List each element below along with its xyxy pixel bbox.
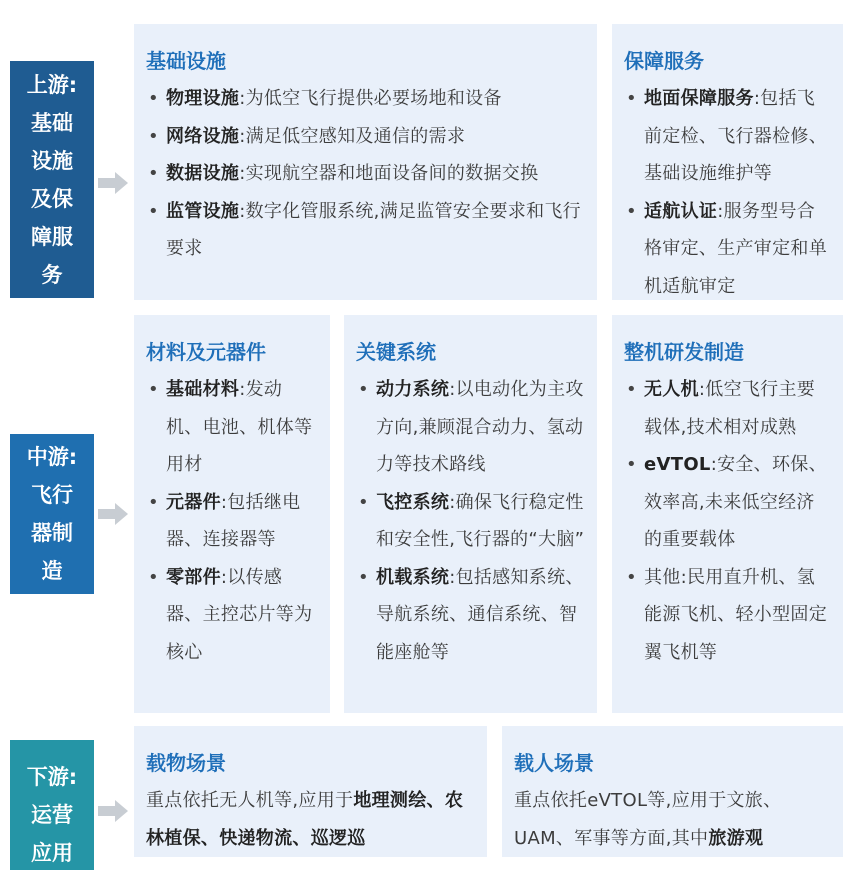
list-item: • 其他:民用直升机、氢能源飞机、轻小型固定翼飞机等	[624, 559, 831, 672]
passenger-title: 载人场景	[514, 751, 594, 775]
key-systems-title: 关键系统	[356, 340, 436, 364]
list-item: • 数据设施:实现航空器和地面设备间的数据交换	[146, 155, 585, 193]
list-item: • 适航认证:服务型号合格审定、生产审定和单机适航审定	[624, 193, 831, 301]
midstream-label: 中游: 飞行 器制 造	[10, 434, 94, 594]
support-title: 保障服务	[624, 49, 704, 73]
cargo-panel	[134, 726, 487, 857]
cargo-title: 载物场景	[146, 751, 226, 775]
aircraft-panel	[612, 315, 843, 713]
list-item: • 网络设施:满足低空感知及通信的需求	[146, 118, 585, 156]
support-panel	[612, 24, 843, 300]
aircraft-list	[624, 371, 831, 671]
list-item: • 飞控系统:确保飞行稳定性和安全性,飞行器的“大脑”	[356, 484, 585, 559]
materials-panel	[134, 315, 330, 713]
infrastructure-list	[146, 80, 585, 268]
upstream-label: 上游: 基础 设施 及保 障服 务	[10, 61, 94, 298]
aircraft-title: 整机研发制造	[624, 340, 744, 364]
cargo-text: 重点依托无人机等,应用于地理测绘、农林植保、快递物流、巡逻巡	[146, 790, 464, 849]
passenger-text: 重点依托eVTOL等,应用于文旅、UAM、军事等方面,其中旅游观	[514, 790, 782, 849]
list-item: • 元器件:包括继电器、连接器等	[146, 484, 318, 559]
arrow-right-icon	[98, 172, 128, 194]
passenger-panel	[502, 726, 843, 857]
support-list	[624, 80, 831, 300]
list-item: • 零部件:以传感器、主控芯片等为核心	[146, 559, 318, 672]
list-item: • 物理设施:为低空飞行提供必要场地和设备	[146, 80, 585, 118]
arrow-right-icon	[98, 800, 128, 822]
materials-list	[146, 371, 318, 671]
key-systems-list	[356, 371, 585, 671]
downstream-label: 下游: 运营 应用	[10, 740, 94, 870]
list-item: • 地面保障服务:包括飞前定检、飞行器检修、基础设施维护等	[624, 80, 831, 193]
list-item: • 监管设施:数字化管服系统,满足监管安全要求和飞行要求	[146, 193, 585, 268]
infrastructure-title: 基础设施	[146, 49, 226, 73]
materials-title: 材料及元器件	[146, 340, 266, 364]
list-item: • 机载系统:包括感知系统、导航系统、通信系统、智能座舱等	[356, 559, 585, 672]
list-item: • eVTOL:安全、环保、效率高,未来低空经济的重要载体	[624, 446, 831, 559]
key-systems-panel	[344, 315, 597, 713]
list-item: • 无人机:低空飞行主要载体,技术相对成熟	[624, 371, 831, 446]
list-item: • 基础材料:发动机、电池、机体等用材	[146, 371, 318, 484]
list-item: • 动力系统:以电动化为主攻方向,兼顾混合动力、氢动力等技术路线	[356, 371, 585, 484]
arrow-right-icon	[98, 503, 128, 525]
infrastructure-panel	[134, 24, 597, 300]
